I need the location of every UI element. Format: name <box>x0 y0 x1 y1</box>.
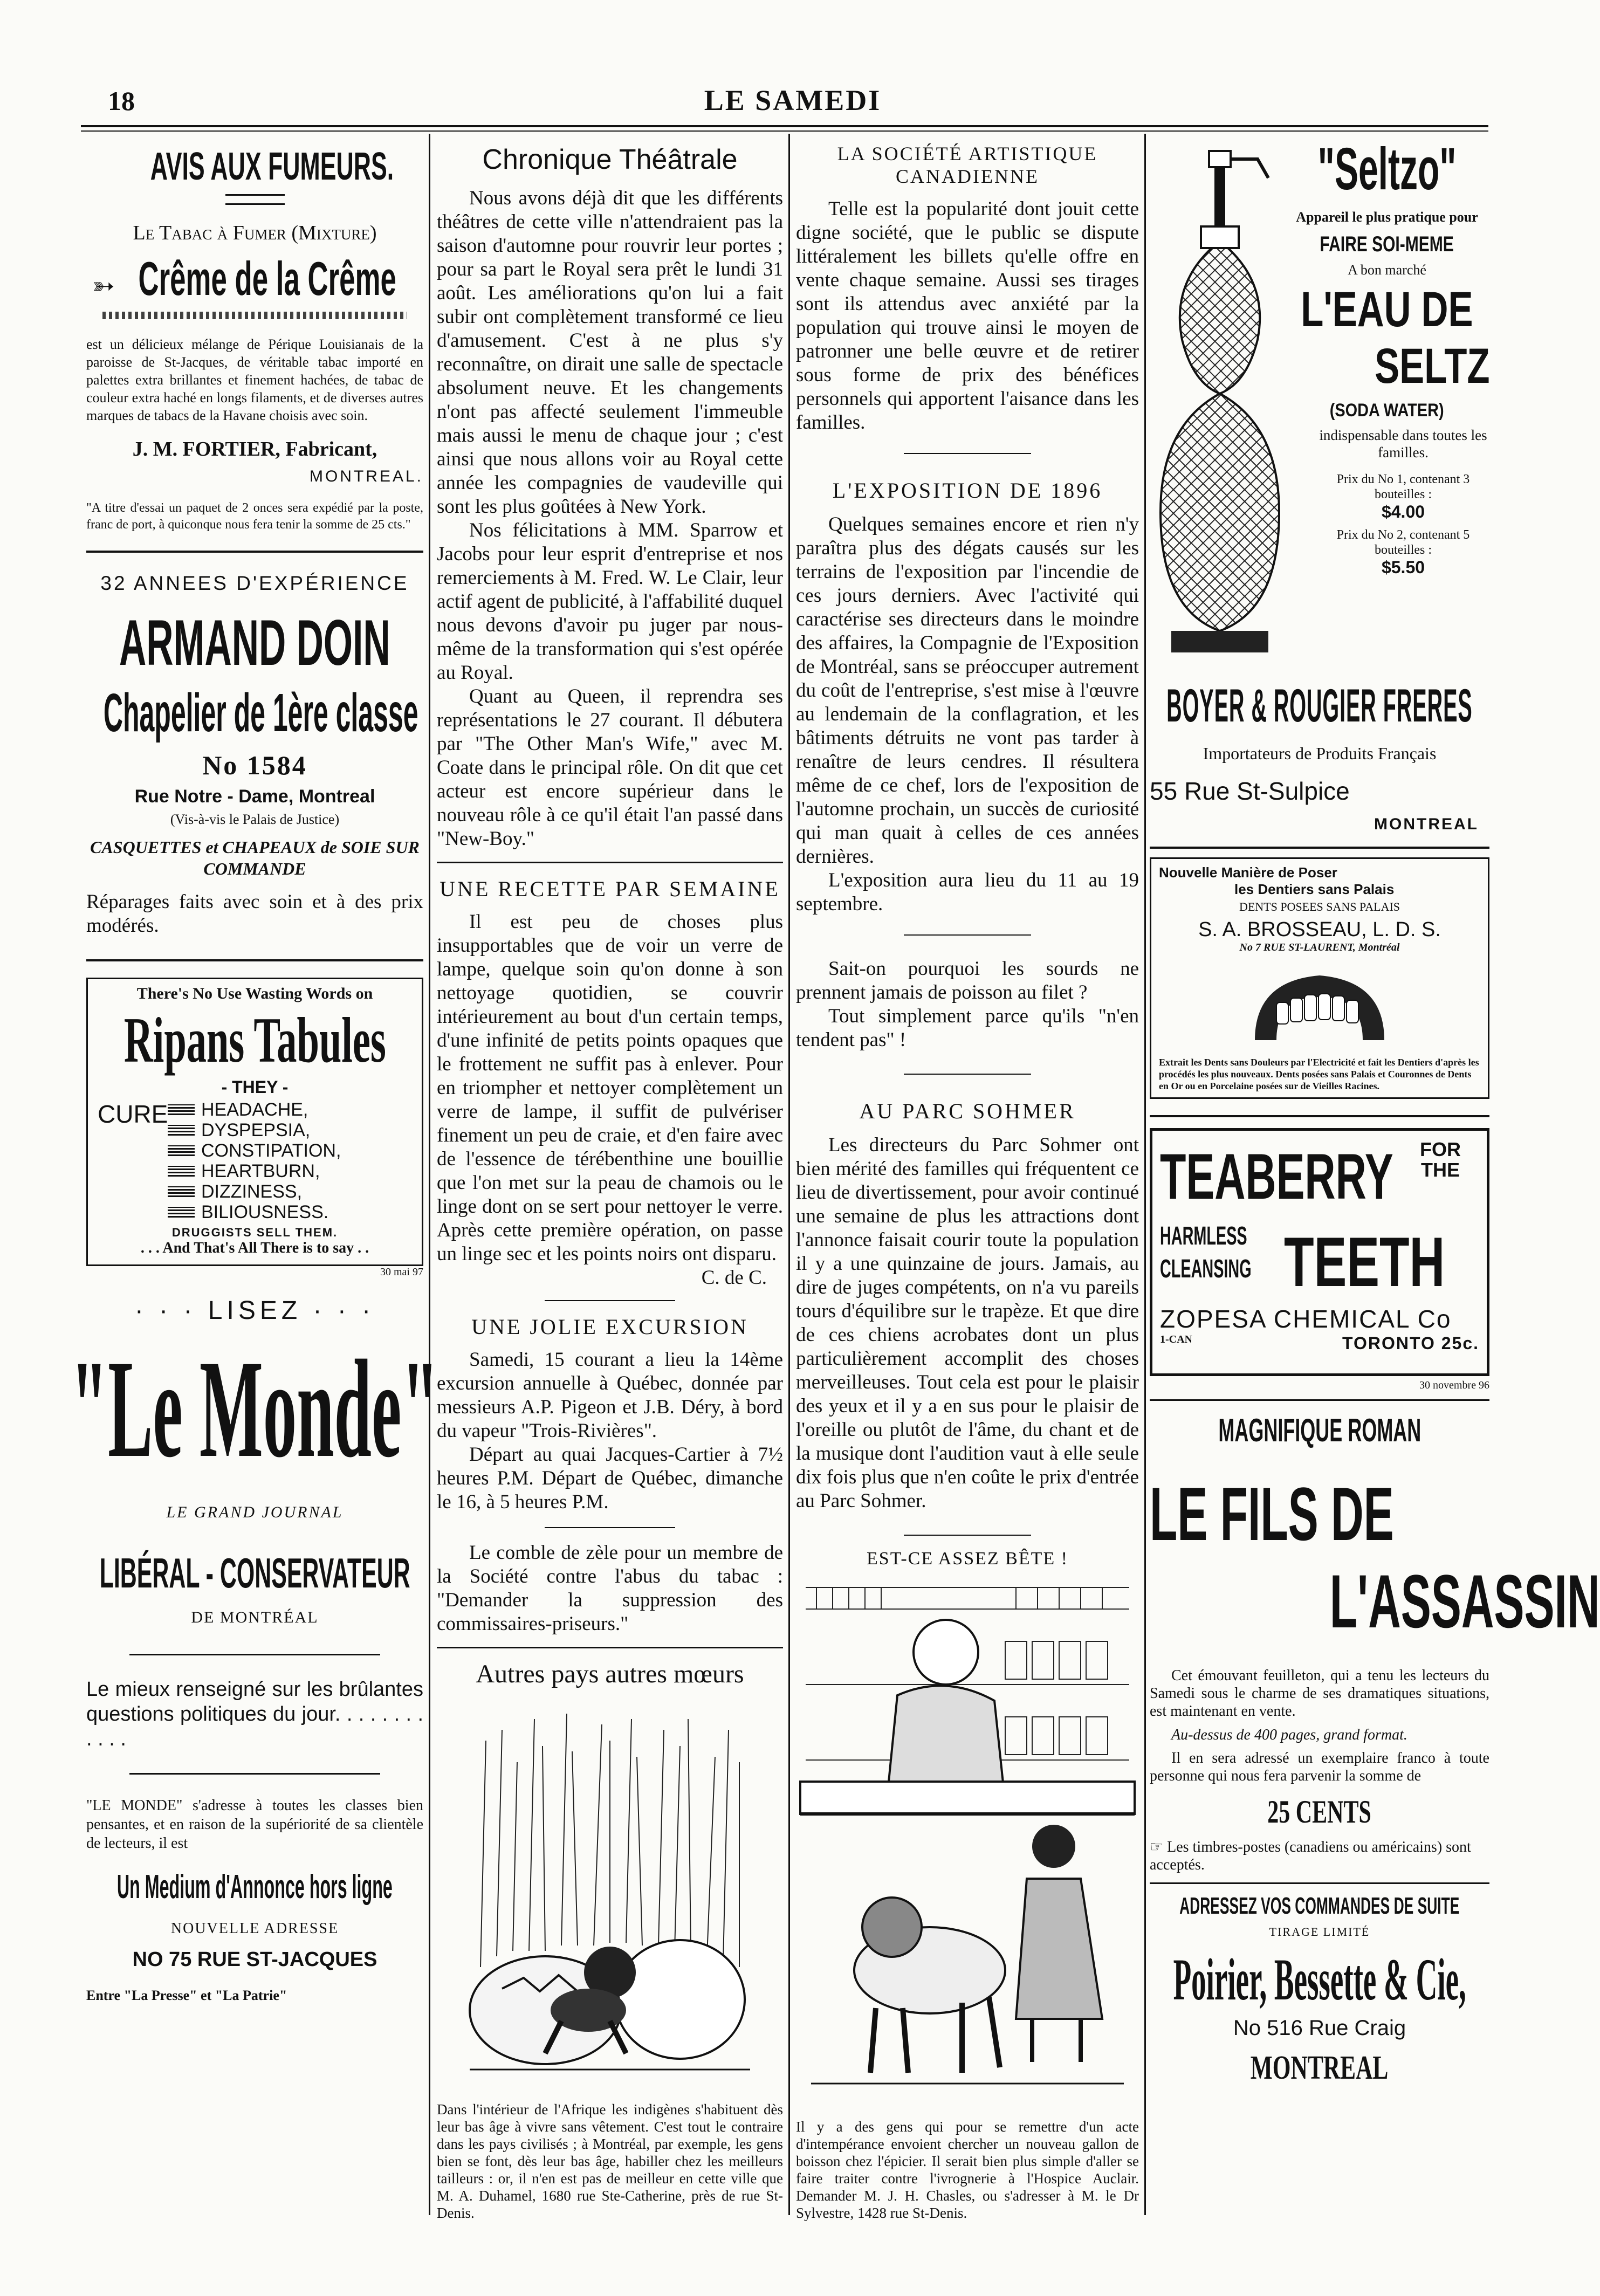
ripans-they: - THEY - <box>221 1077 289 1097</box>
ripans-cure: CURE <box>98 1100 168 1128</box>
teaberry-zopesa: ZOPESA CHEMICAL Co <box>1160 1305 1452 1333</box>
column-1 <box>71 135 439 2216</box>
seltzo-faire: FAIRE SOI-MEME <box>1320 232 1454 256</box>
seltzo-seltz: SELTZ <box>1374 339 1489 394</box>
teaberry-title: TEABERRY <box>1160 1140 1393 1213</box>
armand-doin: ARMAND DOIN <box>119 607 390 679</box>
roman-assassin: L'ASSASSIN <box>1329 1559 1600 1644</box>
newspaper-title: LE SAMEDI <box>704 84 882 116</box>
reparages-line: Réparages faits avec soin et à des prix modérés. <box>86 891 423 937</box>
poirier-street: No 516 Rue Craig <box>1233 2016 1406 2040</box>
recette-paragraph: Il est peu de choses plus insupportables que de voir un verre de lampe, quelque soin qu'on donne à son nettoyage quotidien, se couvrir intérieurement au bout d'un certain temps, d'une infinité de petits points opaques que le frottement ne suffit pas à enlever. Pour en triompher et nettoyer complètement un verre de lampe, il suffit de pulvériser finement un peu de craie, et d'en faire avec de l'essence de térébenthine une bouillie que l'on met sur la peau de chamois ou le linge dont on se sert pour nettoyer le verre. Après cette première opération, on passe un linge sec et les points noirs ont disparu. <box>437 911 783 1265</box>
roman-adressez: ADRESSEZ VOS COMMANDES DE SUITE <box>1179 1893 1460 1919</box>
parc-title: AU PARC SOHMER <box>859 1099 1076 1123</box>
boyer-importateurs: Importateurs de Produits Français <box>1203 744 1437 763</box>
column-rule-1 <box>429 134 430 2215</box>
creme-title: Crême de la Crême <box>138 252 396 305</box>
roman-price: 25 CENTS <box>1267 1794 1372 1830</box>
ailment-label: HEARTBURN, <box>201 1161 320 1181</box>
teaberry-ad <box>1150 1128 1489 1376</box>
ailment-item <box>168 1161 412 1181</box>
chronique-paragraph-2: Nos félicitations à MM. Sparrow et Jacobs pour leur esprit d'entreprise et nos remerciements à M. Fred. W. Le Clair, leur actif agent de publicité, à l'affabilité duquel nous devons d'avoir pu juger par nous-même de la transformation qui s'est opérée au Royal. <box>437 519 783 684</box>
dentist-address: No 7 RUE ST-LAURENT, Montréal <box>1239 941 1400 953</box>
avis-subtitle: Le Tabac à Fumer (Mixture) <box>133 222 377 244</box>
ailment-item <box>168 1140 412 1161</box>
seltzo-appareil: Appareil le plus pratique pour <box>1296 209 1478 225</box>
ripans-title: Ripans Tabules <box>123 1004 386 1076</box>
sourds-paragraph-1: Sait-on pourquoi les sourds ne prennent jamais de poisson au filet ? <box>796 958 1139 1003</box>
teaberry-can: 1-CAN <box>1160 1333 1192 1345</box>
poirier-city: MONTREAL <box>1251 2050 1389 2086</box>
ailment-label: BILIOUSNESS. <box>201 1202 329 1222</box>
societe-paragraph: Telle est la popularité dont jouit cette digne société, que le public se dispute littéralement les billets qu'elle offre en vente chaque semaine. Aussi ses tirages sont ils attendus avec anxiété par la population qui trouve ainsi le moyen de patronner une belle œuvre et de retirer sous forme de prix des bénéfices personnels qui apportent l'aisance dans les familles. <box>796 198 1139 434</box>
wavy-divider <box>102 312 407 319</box>
boyer-street: 55 Rue St-Sulpice <box>1150 777 1350 805</box>
grand-journal: LE GRAND JOURNAL <box>166 1503 344 1521</box>
exposition-paragraph-1: Quelques semaines encore et rien n'y paraîtra plus des dégats causés sur les terrains de l'exposition par l'incendie de ces jours derniers. Avec l'activité qui caractérise ses directeurs dans le moindre des affaires, la Compagnie de l'Exposition de Montréal, sans se préoccuper autrement du coût de l'entreprise, s'est mise à l'œuvre au lendemain de la conflagration, et les bâtiments détruits ne vont pas tarder à renaître de leurs cendres. Il résultera même de ce chef, lors de l'exposition de l'automne prochain, un succès de curiosité qui man quait à celles de ces années dernières. <box>796 513 1139 868</box>
monde-address: NO 75 RUE ST-JACQUES <box>132 1948 377 1971</box>
chronique-paragraph-3: Quant au Queen, il reprendra ses représentations le 27 courant. Il débutera par "The Other Man's Wife," avec M. Coate dans le principal rôle. On dit que cet acteur est encore supérieur dans le nouveau rôle à ce qu'il était l'an passé dans "New-Boy." <box>437 685 783 850</box>
seltzo-eau-de: L'EAU DE <box>1301 282 1473 337</box>
wave-bullet-icon <box>168 1145 195 1156</box>
seltzo-bon-marche: A bon marché <box>1348 262 1426 278</box>
dentist-line-3: DENTS POSEES SANS PALAIS <box>1239 900 1400 913</box>
recette-signature: C. de C. <box>701 1267 767 1289</box>
dentist-ad <box>1150 857 1489 1099</box>
parc-paragraph: Les directeurs du Parc Sohmer ont bien mérité des familles qui fréquentent ce lieu de divertissement, pour avoir continué une semaine de plus les attractions dont l'annonce faisait courir toute la population il y a une quinzaine de jours. Jamais, au dire de juges compétents, on n'a vu pareils tours d'équilibre sur le trapèze. Et que dire de ces chiens acrobates dont un plus particulièrement accomplit des choses merveilleuses. Tout cela est pour le plaisir des yeux et il y a en sus pour le plaisir de l'oreille ou plutôt de l'âme, du chant et de la musique dont l'audition vaut à elle seule dix fois plus que n'en coûte le prix d'entrée au Parc Sohmer. <box>796 1134 1139 1512</box>
shop-number: No 1584 <box>202 750 307 780</box>
fortier-city: MONTREAL. <box>309 468 423 485</box>
roman-fils: LE FILS DE <box>1150 1472 1394 1556</box>
monde-location: Entre "La Presse" et "La Patrie" <box>86 1988 287 2003</box>
seltzo-price-1: $4.00 <box>1381 502 1425 521</box>
sourds-paragraph-2: Tout simplement parce qu'ils "n'en tendent pas" ! <box>796 1005 1139 1051</box>
roman-adresse: Il en sera adressé un exemplaire franco à toute personne qui nous fera parvenir la somme de <box>1150 1750 1489 1784</box>
dentist-line-2: les Dentiers sans Palais <box>1234 881 1395 897</box>
dentures-icon <box>1244 959 1395 1051</box>
nouvelle-adresse: NOUVELLE ADRESSE <box>170 1920 339 1937</box>
casquettes-line: CASQUETTES et CHAPEAUX de SOIE SUR COMMANDE <box>90 837 420 878</box>
seltzo-ad <box>1150 135 1489 674</box>
teaberry-cleansing: CLEANSING <box>1160 1255 1252 1283</box>
excursion-paragraph-1: Samedi, 15 courant a lieu la 14ème excursion annuelle à Québec, donnée par messieurs A.P. Pigeon et J.B. Déry, à bord du vapeur "Trois-Rivières". <box>437 1349 783 1442</box>
autres-title: Autres pays autres mœurs <box>476 1660 744 1688</box>
seltzo-prix-1: Prix du No 1, contenant 3 bouteilles : <box>1336 472 1470 501</box>
ripans-tagline: There's No Use Wasting Words on <box>136 985 373 1002</box>
chronique-paragraph-1: Nous avons déjà dit que les différents théâtres de cette ville n'attendraient pas la saison d'automne pour rouvrir leur portes ; pour sa part le Royal sera prêt le lundi 31 août. Les améliorations qu'on lui a fait subir ont complètement transformé ce lieu d'amusement. C'est à ne plus s'y reconnaître, on dirait une salle de spectacle absolument neuve. Et les changements n'ont pas affecté seulement l'immeuble mais aussi le menu de chaque jour ; c'est ainsi que nous allons voir au Royal cette année les compagnies de vaudeville qui sont les plus goûtées à New York. <box>437 187 783 518</box>
seltzo-prix-2: Prix du No 2, contenant 5 bouteilles : <box>1336 528 1470 557</box>
lisez-heading: · · · LISEZ · · · <box>134 1296 375 1325</box>
teaberry-date: 30 novembre 96 <box>1419 1379 1489 1391</box>
grocer-illustration <box>800 1577 1135 2116</box>
pen-flourish-icon: ➳ <box>92 271 115 301</box>
poirier-bessette: Poirier, Bessette & Cie, <box>1173 1947 1466 2012</box>
ailment-item <box>168 1099 412 1120</box>
seltzo-title: "Seltzo" <box>1317 136 1457 202</box>
ailment-item <box>168 1181 412 1202</box>
wave-bullet-icon <box>168 1125 195 1136</box>
ripans-thats-all: . . . And That's All There is to say . . <box>140 1240 369 1256</box>
ripans-ad <box>86 978 423 1266</box>
ripans-date: 30 mai 97 <box>380 1266 423 1278</box>
teaberry-harmless: HARMLESS <box>1160 1222 1247 1250</box>
ailment-label: CONSTIPATION, <box>201 1140 341 1161</box>
excursion-title: UNE JOLIE EXCURSION <box>471 1315 749 1339</box>
societe-title: LA SOCIÉTÉ ARTISTIQUE CANADIENNE <box>837 143 1098 187</box>
medium-annonce: Un Medium d'Annonce hors ligne <box>117 1868 393 1906</box>
monde-city: DE MONTRÉAL <box>191 1608 319 1626</box>
wave-bullet-icon <box>168 1104 195 1115</box>
ripans-ailments <box>168 1099 412 1222</box>
teaberry-for-the: FOR THE <box>1420 1138 1461 1181</box>
ailment-item <box>168 1120 412 1140</box>
mieux-renseigne: Le mieux renseigné sur les brûlantes questions politiques du jour. . . . . . . . . . . . <box>86 1678 423 1750</box>
teaberry-toronto: TORONTO 25c. <box>1342 1333 1479 1353</box>
column-rule-2 <box>788 134 790 2215</box>
recette-title: UNE RECETTE PAR SEMAINE <box>440 877 780 901</box>
seltzo-indispensable: indispensable dans toutes les familles. <box>1319 427 1487 460</box>
page-number: 18 <box>108 86 135 116</box>
siphon-bottle-icon <box>1150 146 1290 674</box>
egg-illustration <box>448 1697 772 2096</box>
fortier-name: J. M. FORTIER, Fabricant, <box>132 438 377 460</box>
shop-street: Rue Notre - Dame, Montreal <box>134 786 375 807</box>
ailment-label: HEADACHE, <box>201 1099 308 1120</box>
column-3 <box>796 135 1139 2221</box>
wave-bullet-icon <box>168 1166 195 1177</box>
essai-offer: "A titre d'essai un paquet de 2 onces sera expédié par la poste, franc de port, à quiconque nous fera tenir la somme de 25 cts." <box>86 501 423 532</box>
ailment-label: DIZZINESS, <box>201 1181 303 1202</box>
creme-description: est un délicieux mélange de Périque Louisianais de la paroisse de St-Jacques, de véritable tabac importé en palettes extra brillantes et finement hachées, de tabac de couleur extra haché en longs filaments, et de diverses autres marques de tabacs de la Havane choisis avec soin. <box>86 336 423 423</box>
shop-landmark: (Vis-à-vis le Palais de Justice) <box>170 812 340 827</box>
bete-caption: Il y a des gens qui pour se remettre d'un acte d'intempérance envoient chercher un nouveau gallon de boisson chez l'épicier. Il serait bien plus simple d'aller se faire traiter contre l'ivrognerie à l'Hospice Auclair. Demander M. J. H. Chasles, ou s'adresser à M. le Dr Sylvestre, 1428 rue St-Denis. <box>796 2119 1139 2221</box>
header-rule-bottom <box>81 130 1488 132</box>
seltzo-soda: (SODA WATER) <box>1330 400 1444 421</box>
exposition-title: L'EXPOSITION DE 1896 <box>832 478 1103 503</box>
annees-heading: 32 ANNEES D'EXPÉRIENCE <box>100 572 409 594</box>
le-monde-title: "Le Monde" <box>71 1331 439 1487</box>
roman-feuilleton: Cet émouvant feuilleton, qui a tenu les lecteurs du Samedi sous le charme de ses dramatiques situations, est maintenant en vente. <box>1150 1667 1489 1720</box>
dentist-name: S. A. BROSSEAU, L. D. S. <box>1198 918 1441 941</box>
ailment-label: DYSPEPSIA, <box>201 1120 311 1140</box>
wave-bullet-icon <box>168 1207 195 1218</box>
pointing-hand-icon: ☞ <box>1150 1839 1164 1855</box>
ripans-druggists: DRUGGISTS SELL THEM. <box>171 1226 338 1239</box>
ailment-item <box>168 1202 412 1222</box>
dentist-text: Extrait les Dents sans Douleurs par l'Electricité et fait les Dentiers d'après les procédés les plus nouveaux. Dents posées sans Palais et Couronnes de Dents en Or ou en Porcelaine posées sur de Vieilles Racines. <box>1159 1057 1479 1091</box>
chapelier-title: Chapelier de 1ère classe <box>103 683 418 743</box>
column-4 <box>1150 135 1600 2216</box>
wave-bullet-icon <box>168 1186 195 1197</box>
magnifique-roman: MAGNIFIQUE ROMAN <box>1218 1412 1421 1448</box>
seltzo-price-2: $5.50 <box>1381 558 1425 577</box>
exposition-paragraph-2: L'exposition aura lieu du 11 au 19 septembre. <box>796 869 1139 915</box>
ornament-divider <box>225 194 285 205</box>
boyer-rougier: BOYER & ROUGIER FRERES <box>1166 680 1473 732</box>
monde-adresse: "LE MONDE" s'adresse à toutes les classes bien pensantes, et en raison de la supériorité de sa clientèle de lecteurs, il est <box>86 1797 423 1852</box>
teaberry-teeth: TEETH <box>1284 1222 1445 1301</box>
roman-timbres: Les timbres-postes (canadiens ou américains) sont acceptés. <box>1150 1839 1471 1873</box>
chronique-title: Chronique Théâtrale <box>482 144 738 175</box>
boyer-city: MONTREAL <box>1374 815 1479 833</box>
header-rule-top <box>81 125 1488 127</box>
avis-title: AVIS AUX FUMEURS. <box>150 145 394 188</box>
autres-caption: Dans l'intérieur de l'Afrique les indigènes s'habituent dès leur bas âge à vivre sans vêtement. C'est tout le contraire dans les pays civilisés ; à Montréal, par exemple, les gens bien se font, dès leur bas âge, habiller chez les meilleurs tailleurs : or, il n'en est pas de meilleur en cette ville que M. A. Duhamel, 1680 rue Ste-Catherine, près de rue St-Denis. <box>437 2101 783 2221</box>
dentist-line-1: Nouvelle Manière de Poser <box>1159 864 1337 881</box>
liberal-conservateur: LIBÉRAL - CONSERVATEUR <box>99 1549 410 1597</box>
column-2 <box>437 135 783 2221</box>
roman-au-dessus: Au-dessus de 400 pages, grand format. <box>1171 1727 1407 1743</box>
comble-paragraph: Le comble de zèle pour un membre de la Société contre l'abus du tabac : "Demander la suppression des commissaires-priseurs." <box>437 1542 783 1635</box>
bete-title: EST-CE ASSEZ BÊTE ! <box>867 1549 1068 1569</box>
roman-tirage: TIRAGE LIMITÉ <box>1269 1925 1370 1938</box>
excursion-paragraph-2: Départ au quai Jacques-Cartier à 7½ heures P.M. Départ de Québec, dimanche le 16, à 5 heures P.M. <box>437 1443 783 1513</box>
column-rule-3 <box>1144 134 1146 2215</box>
